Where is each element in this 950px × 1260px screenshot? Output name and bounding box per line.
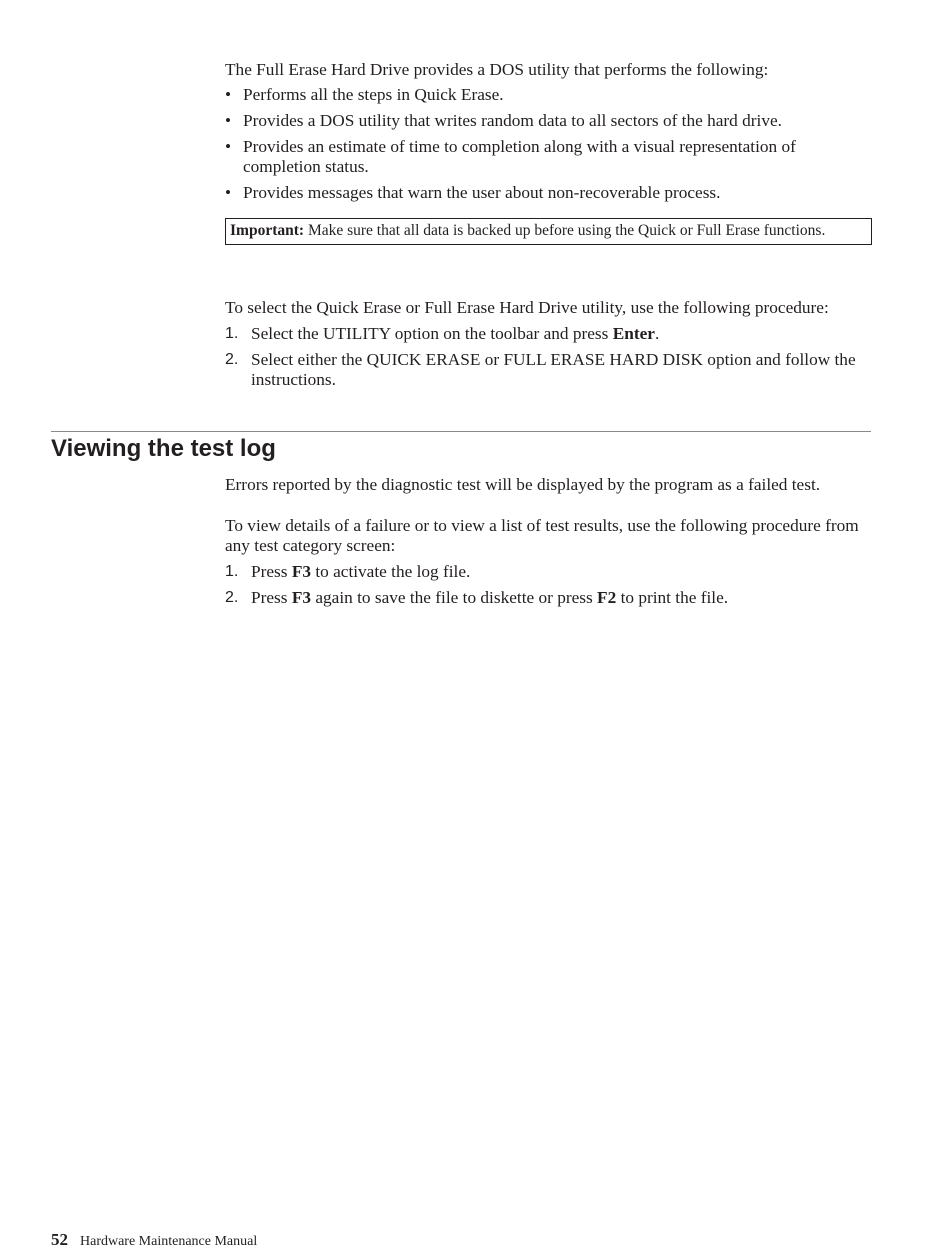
step-item: 2. Select either the QUICK ERASE or FULL ERASE HARD DISK option and follow the instructions. <box>225 349 856 390</box>
procedure-steps <box>225 324 871 391</box>
bullet-icon: • <box>225 84 232 104</box>
feature-list <box>225 85 871 204</box>
key-name: F3 <box>291 587 312 607</box>
list-item: • Provides an estimate of time to completion along with a visual representation of completion status. <box>225 136 796 177</box>
list-item: • Provides a DOS utility that writes random data to all sectors of the hard drive. <box>225 110 782 130</box>
list-item: • Provides messages that warn the user about non-recoverable process. <box>225 183 721 203</box>
bullet-icon: • <box>225 110 232 130</box>
intro-paragraph: The Full Erase Hard Drive provides a DOS utility that performs the following: <box>225 60 769 79</box>
log-steps <box>225 562 871 609</box>
important-note <box>225 218 872 245</box>
section-divider <box>51 431 871 432</box>
step-item: 1. Press F3 to activate the log file. <box>225 561 471 581</box>
important-label: Important: <box>230 222 305 239</box>
step-item: 2. Press F3 again to save the file to diskette or press F2 to print the file. <box>225 587 729 607</box>
manual-title: Hardware Maintenance Manual <box>80 1234 258 1249</box>
list-item: • Performs all the steps in Quick Erase. <box>225 84 504 104</box>
page-footer <box>51 1230 257 1250</box>
key-name: Enter <box>612 323 655 343</box>
test-log-section <box>225 475 871 614</box>
key-name: F3 <box>291 561 312 581</box>
key-name: F2 <box>597 587 617 607</box>
erase-procedure <box>225 298 871 396</box>
section-heading: Viewing the test log <box>51 435 276 462</box>
errors-paragraph: Errors reported by the diagnostic test will be displayed by the program as a failed test. <box>225 475 821 494</box>
procedure-intro: To select the Quick Erase or Full Erase Hard Drive utility, use the following procedure: <box>225 298 829 317</box>
details-paragraph: To view details of a failure or to view a list of test results, use the following procedure from any test category screen: <box>225 515 859 556</box>
bullet-icon: • <box>225 136 232 156</box>
important-text: Make sure that all data is backed up before using the Quick or Full Erase functions. <box>307 222 826 239</box>
page-number: 52 <box>51 1230 68 1249</box>
bullet-icon: • <box>225 183 232 203</box>
intro-section <box>225 60 871 209</box>
step-item: 1. Select the UTILITY option on the toolbar and press Enter. <box>225 323 660 343</box>
